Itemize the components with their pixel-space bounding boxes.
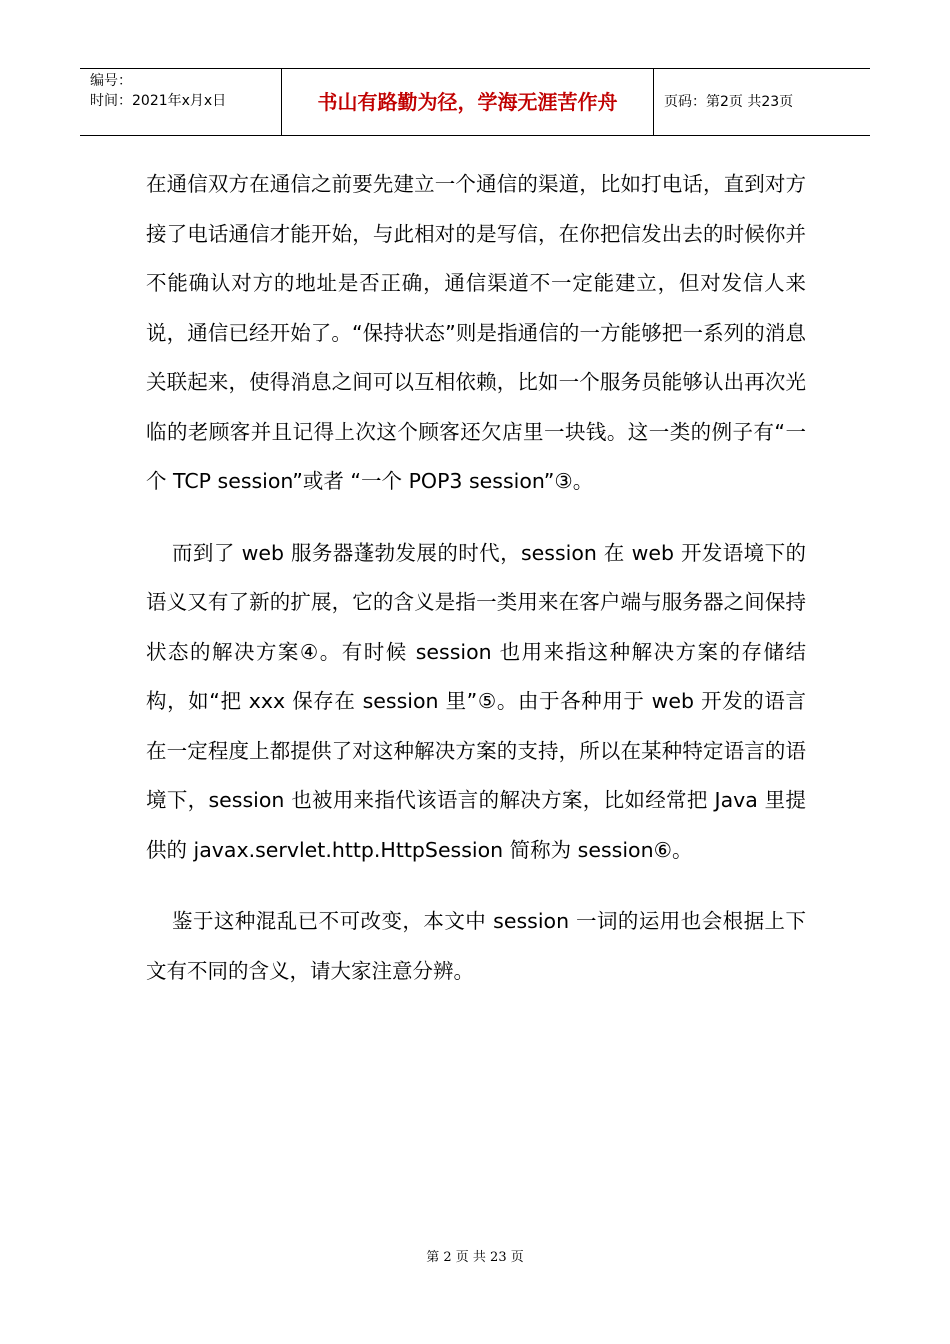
serial-number-label: 编号： (90, 73, 132, 89)
page-footer: 第 2 页 共 23 页 (426, 1250, 524, 1265)
page-header (80, 68, 870, 136)
date-label: 时间：2021年x月x日 (90, 93, 227, 109)
header-page-info: 页码：第2页 共23页 (664, 94, 794, 110)
paragraph-3: 鉴于这种混乱已不可改变，本文中 session 一词的运用也会根据上下文有不同的含义，请大家注意分辨。 (146, 909, 806, 983)
header-meta (80, 69, 282, 135)
paragraph-2: 而到了 web 服务器蓬勃发展的时代，session 在 web 开发语境下的语义又有了新的扩展，它的含义是指一类用来在客户端与服务器之间保持状态的解决方案④。有时候 session 也用来指这种解决方案的存储结构，如“把 xxx 保存在 session 里”⑤。由于各种用于 web 开发的语言在一定程度上都提供了对这种解决方案的支持，所以在某种特定语言的语境下，session 也被用来指代该语言的解决方案，比如经常把 Java 里提供的 javax.servlet.http.HttpSession 简称为 session⑥。 (146, 540, 806, 862)
header-motto: 书山有路勤为径，学海无涯苦作舟 (282, 69, 654, 135)
document-body (146, 160, 806, 996)
paragraph-1: 在通信双方在通信之前要先建立一个通信的渠道，比如打电话，直到对方接了电话通信才能开始，与此相对的是写信，在你把信发出去的时候你并不能确认对方的地址是否正确，通信渠道不一定能建立，但对发信人来说，通信已经开始了。“保持状态”则是指通信的一方能够把一系列的消息关联起来，使得消息之间可以互相依赖，比如一个服务员能够认出再次光临的老顾客并且记得上次这个顾客还欠店里一块钱。这一类的例子有“一个 TCP session”或者 “一个 POP3 session”③。 (146, 172, 806, 493)
